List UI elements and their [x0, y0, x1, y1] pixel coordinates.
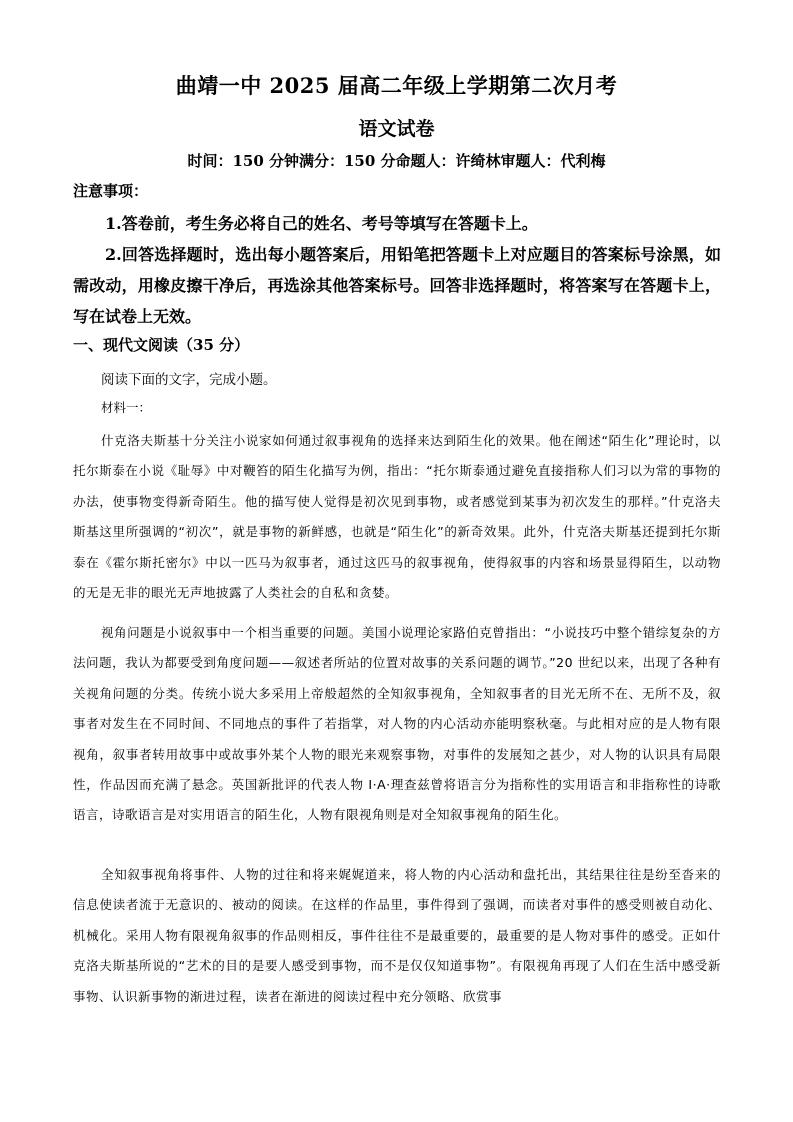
body-paragraph: 视角问题是小说叙事中一个相当重要的问题。美国小说理论家路伯克曾指出：“小说技巧中整个错综复杂的方法问题，我认为都要受到角度问题——叙述者所站的位置对故事的关系问题的调节。”20 世纪以来，出现了各种有关视角问题的分类。传统小说大多采用上帝般超然的全知叙事视角，全知叙事者的目光无所不在、无所不及，叙事者对发生在不同时间、不同地点的事件了若指掌，对人物的内心活动亦能明察秋毫。与此相对应的是人物有限视角，叙事者转用故事中或故事外某个人物的眼光来观察事物，对事件的发展知之甚少，对人物的认识具有局限性，作品因而充满了悬念。英国新批评的代表人物 I·A·理查兹曾将语言分为指称性的实用语言和非指称性的诗歌语言，诗歌语言是对实用语言的陌生化，人物有限视角则是对全知叙事视角的陌生化。: [73, 625, 721, 823]
notice-heading: 注意事项：: [73, 182, 149, 200]
notice-item: 1.答卷前，考生务必将自己的姓名、考号等填写在答题卡上。: [105, 214, 538, 233]
exam-meta-info: 时间：150 分钟满分：150 分命题人：许绮林审题人：代利梅: [187, 152, 606, 170]
reading-instruction: 阅读下面的文字，完成小题。: [101, 372, 277, 388]
exam-subtitle: 语文试卷: [358, 118, 435, 140]
notice-item: 2.回答选择题时，选出每小题答案后，用铅笔把答题卡上对应题目的答案标号涂黑，如需改动，用橡皮擦干净后，再选涂其他答案标号。回答非选择题时，将答案写在答题卡上，写在试卷上无效。: [73, 245, 721, 326]
material-label: 材料一：: [101, 400, 152, 415]
section-heading: 一、现代文阅读（35 分）: [73, 336, 250, 354]
body-paragraph: 什克洛夫斯基十分关注小说家如何通过叙事视角的选择来达到陌生化的效果。他在阐述“陌生化”理论时，以托尔斯泰在小说《耻辱》中对鞭笞的陌生化描写为例，指出：“托尔斯泰通过避免直接指称人们习以为常的事物的办法，使事物变得新奇陌生。他的描写使人觉得是初次见到事物，或者感觉到某事为初次发生的那样。”什克洛夫斯基这里所强调的“初次”，就是事物的新鲜感，也就是“陌生化”的新奇效果。此外，什克洛夫斯基还提到托尔斯泰在《霍尔斯托密尔》中以一匹马为叙事者，通过这匹马的叙事视角，使得叙事的内容和场景显得陌生，以动物的无是无非的眼光无声地披露了人类社会的自私和贪婪。: [73, 433, 721, 601]
exam-title: 曲靖一中 2025 届高二年级上学期第二次月考: [175, 73, 618, 98]
body-paragraph: 全知叙事视角将事件、人物的过往和将来娓娓道来，将人物的内心活动和盘托出，其结果往往是纷至沓来的信息使读者流于无意识的、被动的阅读。在这样的作品里，事件得到了强调，而读者对事件的感受则被自动化、机械化。采用人物有限视角叙事的作品则相反，事件往往不是最重要的，最重要的是人物对事件的感受。正如什克洛夫斯基所说的“艺术的目的是要人感受到事物，而不是仅仅知道事物”。有限视角再现了人们在生活中感受新事物、认识新事物的渐进过程，读者在渐进的阅读过程中充分领略、欣赏事: [73, 867, 721, 1004]
